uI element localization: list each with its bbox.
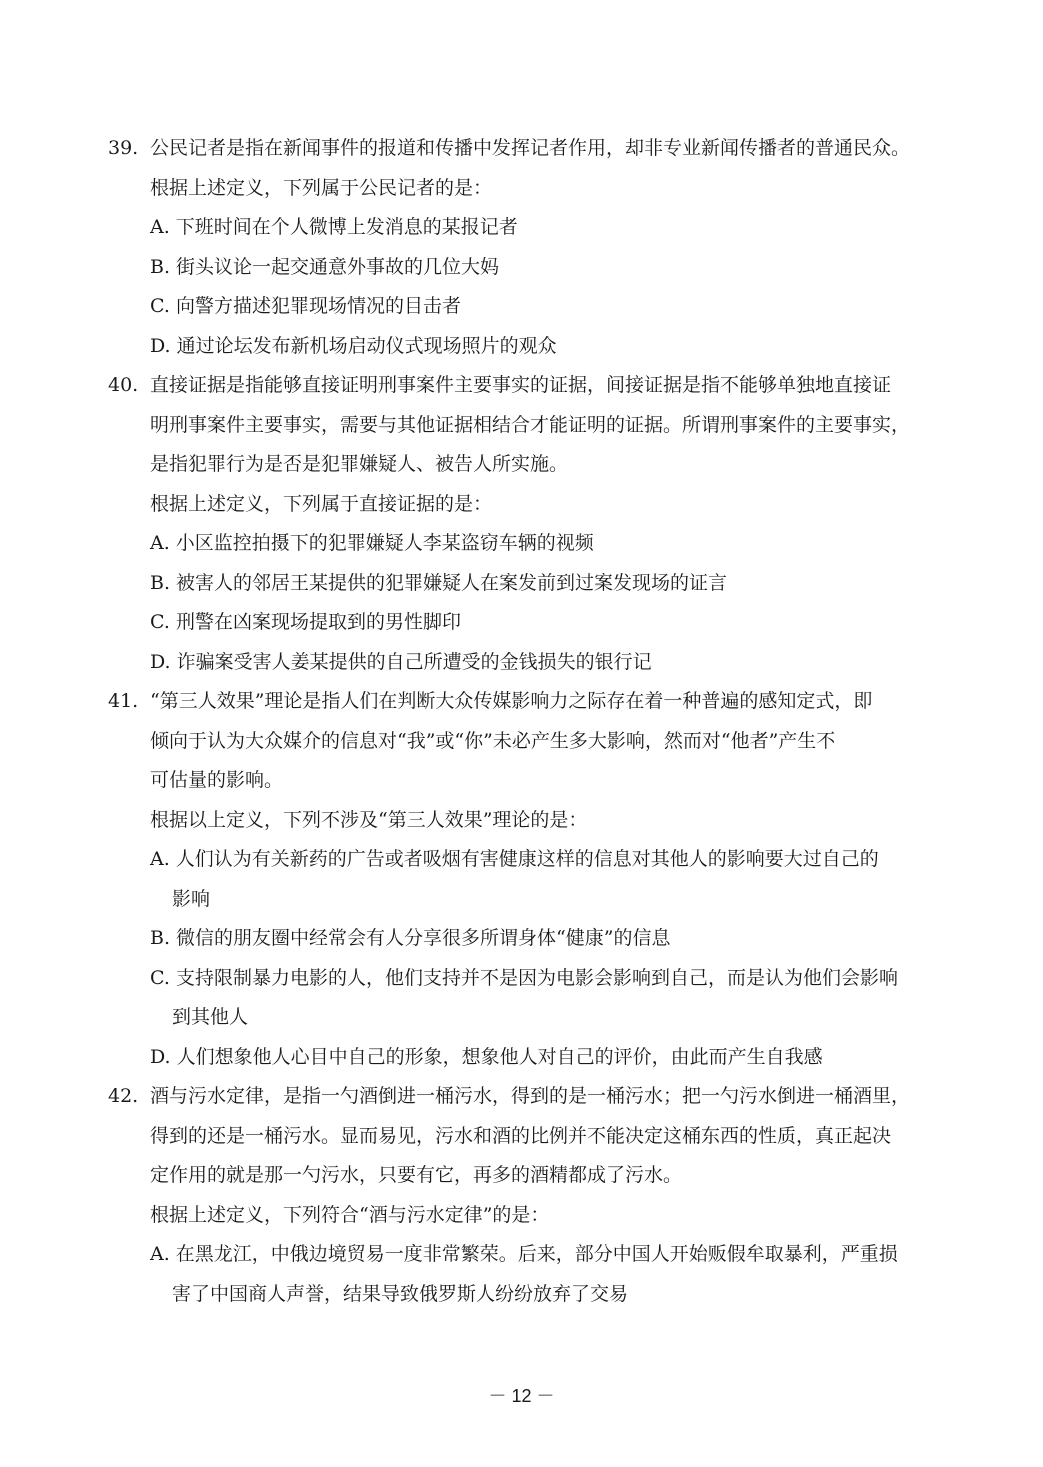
option-a: A. 人们认为有关新药的广告或者吸烟有害健康这样的信息对其他人的影响要大过自己的 bbox=[150, 848, 879, 870]
question-prompt: 根据以上定义，下列不涉及“第三人效果”理论的是： bbox=[150, 809, 588, 831]
question-stem-line: 可估量的影响。 bbox=[150, 769, 284, 791]
option-d: D. 通过论坛发布新机场启动仪式现场照片的观众 bbox=[150, 335, 557, 357]
option-a: A. 下班时间在个人微博上发消息的某报记者 bbox=[150, 216, 518, 238]
option-b: B. 微信的朋友圈中经常会有人分享很多所谓身体“健康”的信息 bbox=[150, 927, 671, 949]
option-d: D. 人们想象他人心目中自己的形象，想象他人对自己的评价，由此而产生自我感 bbox=[150, 1046, 823, 1068]
option-c: C. 刑警在凶案现场提取到的男性脚印 bbox=[150, 611, 461, 633]
question-stem-line: 明刑事案件主要事实，需要与其他证据相结合才能证明的证据。所谓刑事案件的主要事实， bbox=[150, 414, 911, 436]
question-stem-line: 得到的还是一桶污水。显而易见，污水和酒的比例并不能决定这桶东西的性质，真正起决 bbox=[150, 1125, 892, 1147]
question-stem-line: 公民记者是指在新闻事件的报道和传播中发挥记者作用，却非专业新闻传播者的普通民众。 bbox=[150, 137, 911, 159]
option-a-continued: 影响 bbox=[172, 888, 211, 910]
option-d: D. 诈骗案受害人姜某提供的自己所遭受的金钱损失的银行记 bbox=[150, 651, 652, 673]
question-number: 41. bbox=[108, 690, 139, 712]
question-stem-line: 酒与污水定律，是指一勺酒倒进一桶污水，得到的是一桶污水；把一勺污水倒进一桶酒里， bbox=[150, 1085, 911, 1107]
option-c-continued: 到其他人 bbox=[172, 1006, 249, 1028]
question-number: 39. bbox=[108, 137, 139, 159]
question-number: 42. bbox=[108, 1085, 139, 1107]
question-stem-line: 直接证据是指能够直接证明刑事案件主要事实的证据，间接证据是指不能够单独地直接证 bbox=[150, 374, 892, 396]
option-a: A. 小区监控拍摄下的犯罪嫌疑人李某盗窃车辆的视频 bbox=[150, 532, 594, 554]
option-b: B. 被害人的邻居王某提供的犯罪嫌疑人在案发前到过案发现场的证言 bbox=[150, 572, 728, 594]
question-prompt: 根据上述定义，下列属于直接证据的是： bbox=[150, 493, 493, 515]
option-a: A. 在黑龙江，中俄边境贸易一度非常繁荣。后来，部分中国人开始贩假牟取暴利，严重损 bbox=[150, 1243, 898, 1265]
question-stem-line: 倾向于认为大众媒介的信息对“我”或“你”未必产生多大影响，然而对“他者”产生不 bbox=[150, 730, 836, 752]
option-c: C. 向警方描述犯罪现场情况的目击者 bbox=[150, 295, 461, 317]
option-a-continued: 害了中国商人声誉，结果导致俄罗斯人纷纷放弃了交易 bbox=[172, 1283, 629, 1305]
question-stem-line: “第三人效果”理论是指人们在判断大众传媒影响力之际存在着一种普遍的感知定式，即 bbox=[150, 690, 873, 712]
question-number: 40. bbox=[108, 374, 139, 396]
question-stem-line: 是指犯罪行为是否是犯罪嫌疑人、被告人所实施。 bbox=[150, 453, 569, 475]
page-number: － 12 － bbox=[488, 1386, 555, 1406]
question-prompt: 根据上述定义，下列属于公民记者的是： bbox=[150, 177, 493, 199]
question-prompt: 根据上述定义，下列符合“酒与污水定律”的是： bbox=[150, 1204, 550, 1226]
option-c: C. 支持限制暴力电影的人，他们支持并不是因为电影会影响到自己，而是认为他们会影响 bbox=[150, 967, 898, 989]
question-stem-line: 定作用的就是那一勺污水，只要有它，再多的酒精都成了污水。 bbox=[150, 1164, 683, 1186]
option-b: B. 街头议论一起交通意外事故的几位大妈 bbox=[150, 256, 500, 278]
